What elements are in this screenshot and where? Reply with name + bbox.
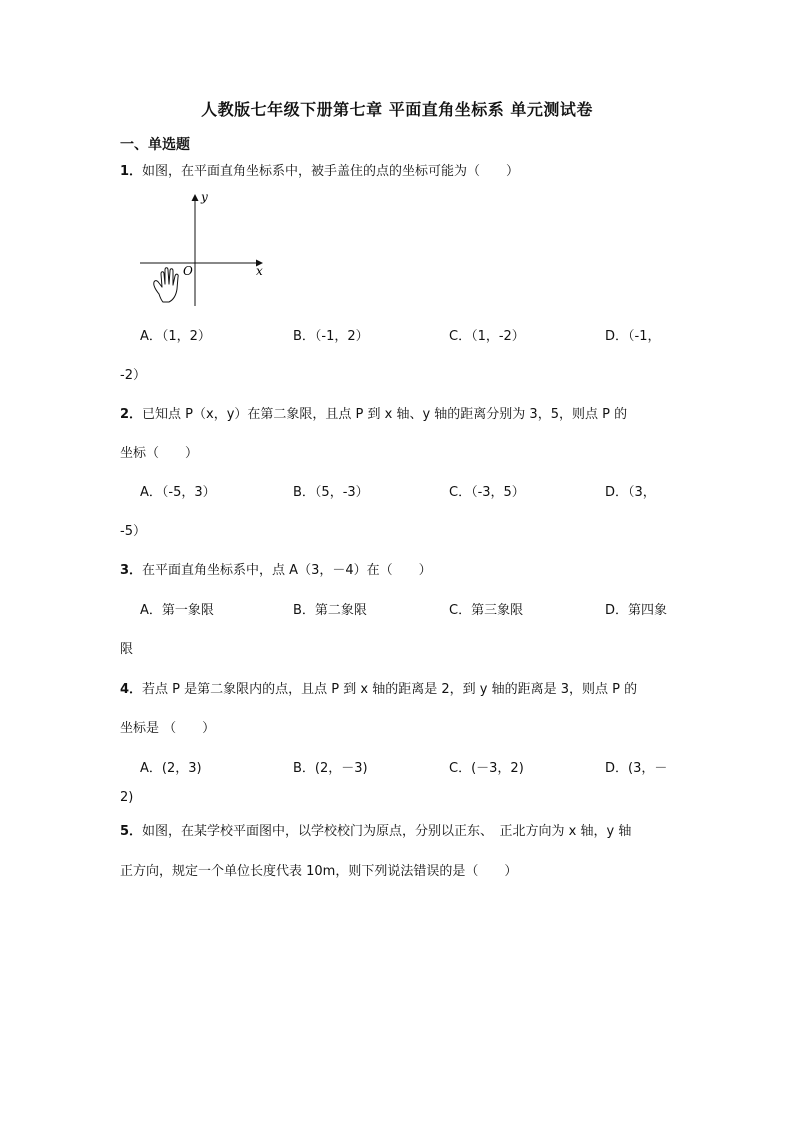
- question-1-text: 如图，在平面直角坐标系中，被手盖住的点的坐标可能为（ ）: [142, 164, 520, 179]
- question-5-number: 5．: [120, 824, 143, 839]
- q4-option-a[interactable]: A．(2，3): [140, 761, 202, 776]
- question-3-number: 3．: [120, 563, 143, 578]
- q1-option-d[interactable]: D．（-1，: [605, 329, 661, 344]
- y-axis-label: y: [201, 190, 208, 204]
- question-1-number: 1．: [120, 164, 143, 179]
- question-1-stem: [120, 160, 519, 179]
- q4-option-b[interactable]: B．(2，－3): [293, 761, 368, 776]
- question-4-number: 4．: [120, 682, 143, 697]
- question-5-text-line2: 正方向，规定一个单位长度代表 10m，则下列说法错误的是（ ）: [120, 864, 518, 879]
- question-3-text: 在平面直角坐标系中，点 A（3，－4）在（ ）: [142, 563, 432, 578]
- hand-icon: [154, 268, 178, 302]
- q1-option-d-continued: -2）: [120, 368, 146, 383]
- question-2-text-line1: 已知点 P（x，y）在第二象限，且点 P 到 x 轴、y 轴的距离分别为 3，5，则点 P 的: [142, 407, 628, 422]
- question-5-text-line1: 如图，在某学校平面图中，以学校校门为原点，分别以正东、 正北方向为 x 轴，y 轴: [142, 824, 632, 839]
- q2-option-d-continued: -5）: [120, 524, 146, 539]
- q4-option-c[interactable]: C．(－3，2): [449, 761, 524, 776]
- q3-option-d[interactable]: D．第四象: [605, 603, 668, 618]
- page-title: 人教版七年级下册第七章 平面直角坐标系 单元测试卷: [201, 100, 593, 119]
- q4-option-d[interactable]: D．(3，－: [605, 761, 668, 776]
- question-5-stem: [120, 820, 631, 839]
- question-4-stem: [120, 678, 637, 697]
- q1-option-b[interactable]: B．（-1，2）: [293, 329, 369, 344]
- q3-option-b[interactable]: B．第二象限: [293, 603, 367, 618]
- question-2-number: 2．: [120, 407, 143, 422]
- coordinate-plane: [135, 190, 270, 310]
- origin-label: O: [183, 264, 193, 278]
- x-axis-label: x: [256, 264, 263, 278]
- question-4-text-line1: 若点 P 是第二象限内的点，且点 P 到 x 轴的距离是 2，到 y 轴的距离是 3，则点 P 的: [142, 682, 638, 697]
- q3-option-d-continued: 限: [120, 642, 134, 657]
- q2-option-a[interactable]: A．（-5，3）: [140, 485, 216, 500]
- q3-option-a[interactable]: A．第一象限: [140, 603, 214, 618]
- question-3-stem: [120, 559, 432, 578]
- question-2-stem: [120, 403, 627, 422]
- coordinate-figure: [135, 190, 270, 310]
- q2-option-c[interactable]: C．（-3，5）: [449, 485, 525, 500]
- q1-option-a[interactable]: A．（1，2）: [140, 329, 211, 344]
- q4-option-d-continued: 2): [120, 790, 134, 805]
- q2-option-b[interactable]: B．（5，-3）: [293, 485, 369, 500]
- q2-option-d[interactable]: D．（3，: [605, 485, 656, 500]
- q3-option-c[interactable]: C．第三象限: [449, 603, 524, 618]
- section-heading: 一、单选题: [120, 137, 190, 153]
- question-4-text-line2: 坐标是 （ ）: [120, 721, 216, 736]
- q1-option-c[interactable]: C．（1，-2）: [449, 329, 525, 344]
- question-2-text-line2: 坐标（ ）: [120, 446, 199, 461]
